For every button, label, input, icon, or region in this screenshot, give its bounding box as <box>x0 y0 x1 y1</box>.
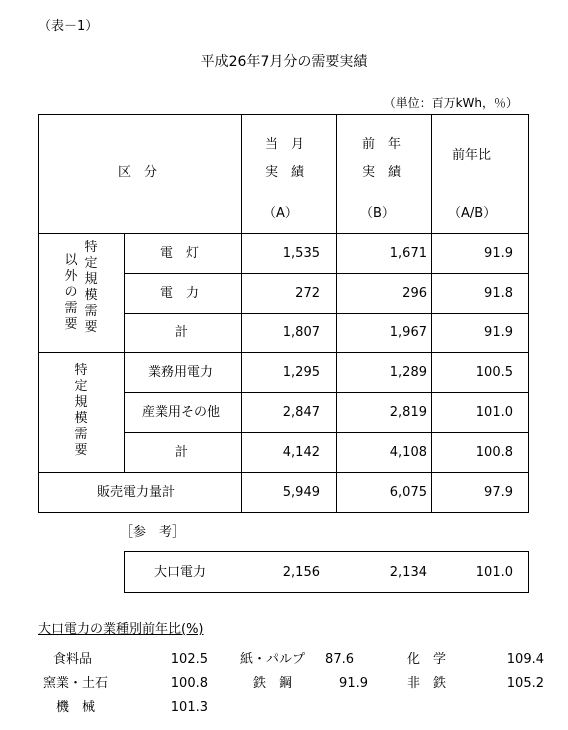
row-name: 電 灯 <box>160 246 200 261</box>
row-name: 業務用電力 <box>148 365 214 380</box>
industry-name: 食料品 <box>53 652 93 667</box>
reference-name: 大口電力 <box>154 565 207 580</box>
reference-prev: 2,134 <box>389 565 427 580</box>
row-prev: 4,108 <box>389 445 427 460</box>
row-ratio: 100.8 <box>475 445 513 460</box>
unit-note: （単位：百万kWh，％） <box>383 96 518 110</box>
row-current: 4,142 <box>282 445 320 460</box>
header-current-line1: 当 月 <box>265 137 305 152</box>
group2-label: 特定規模需要 <box>74 363 88 458</box>
row-prev: 1,671 <box>389 246 427 261</box>
row-current: 1,295 <box>282 365 320 380</box>
row-prev: 296 <box>402 286 427 301</box>
document-title: 平成26年7月分の需要実績 <box>200 54 368 70</box>
row-ratio: 91.9 <box>484 246 513 261</box>
row-ratio: 100.5 <box>475 365 513 380</box>
header-ratio-code: （A/B） <box>448 206 497 221</box>
group1-label-col1: 特定規模需要 <box>84 240 98 335</box>
row-prev: 1,289 <box>389 365 427 380</box>
row-name: 電 力 <box>160 286 200 301</box>
reference-current: 2,156 <box>282 565 320 580</box>
row-prev: 1,967 <box>389 325 427 340</box>
industry-name: 非 鉄 <box>407 676 447 691</box>
header-category: 区 分 <box>118 165 158 180</box>
row-name: 計 <box>175 445 189 460</box>
industry-name: 鉄 鋼 <box>253 676 293 691</box>
row-current: 1,807 <box>282 325 320 340</box>
group1-label-col2: 以外の需要 <box>64 253 78 332</box>
total-ratio: 97.9 <box>484 485 513 500</box>
row-current: 1,535 <box>282 246 320 261</box>
industry-name: 化 学 <box>407 652 447 667</box>
header-prev-line2: 実 績 <box>362 165 402 180</box>
header-prev-line1: 前 年 <box>362 137 402 152</box>
industry-name: 窯業・土石 <box>43 676 109 691</box>
industry-name: 機 械 <box>56 700 96 715</box>
row-current: 272 <box>295 286 320 301</box>
reference-ratio: 101.0 <box>475 565 513 580</box>
header-prev-code: （B） <box>360 206 395 221</box>
table-label: （表－1） <box>38 19 99 34</box>
total-name: 販売電力量計 <box>97 485 176 500</box>
total-prev: 6,075 <box>389 485 427 500</box>
header-current-code: （A） <box>263 206 298 221</box>
industry-value: 102.5 <box>170 652 208 667</box>
reference-label: ［参 考］ <box>120 525 186 540</box>
industry-value: 100.8 <box>170 676 208 691</box>
industry-name: 紙・パルプ <box>240 652 306 667</box>
header-ratio-line1: 前年比 <box>452 148 492 163</box>
header-current-line2: 実 績 <box>265 165 305 180</box>
industry-value: 109.4 <box>506 652 544 667</box>
industry-title: 大口電力の業種別前年比(%) <box>38 622 204 637</box>
total-current: 5,949 <box>282 485 320 500</box>
row-ratio: 91.9 <box>484 325 513 340</box>
industry-value: 87.6 <box>325 652 354 667</box>
row-name: 産業用その他 <box>142 405 221 420</box>
row-prev: 2,819 <box>389 405 427 420</box>
industry-value: 91.9 <box>339 676 368 691</box>
row-name: 計 <box>175 325 189 340</box>
industry-value: 105.2 <box>506 676 544 691</box>
row-ratio: 91.8 <box>484 286 513 301</box>
row-ratio: 101.0 <box>475 405 513 420</box>
industry-value: 101.3 <box>170 700 208 715</box>
row-current: 2,847 <box>282 405 320 420</box>
